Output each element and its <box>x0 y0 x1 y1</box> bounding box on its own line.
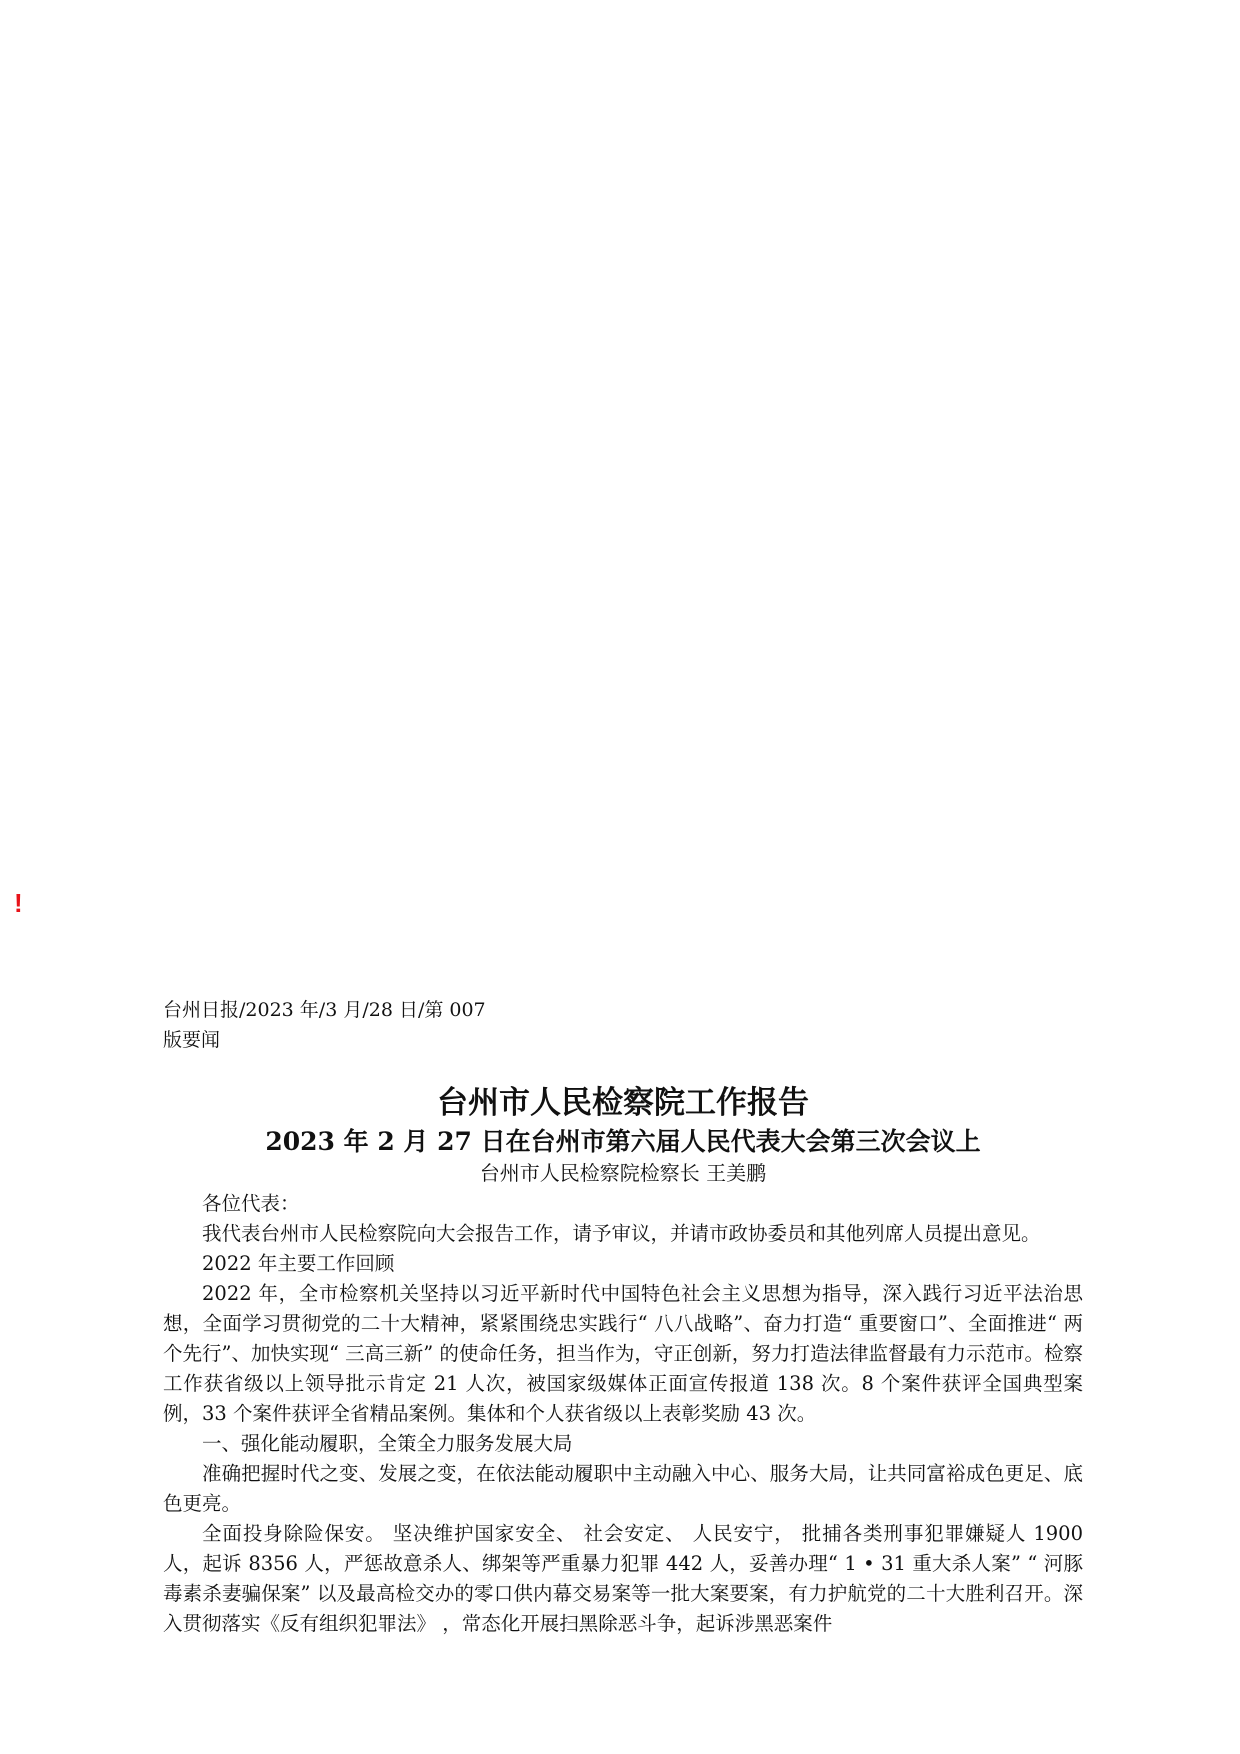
body-paragraph: 我代表台州市人民检察院向大会报告工作，请予审议，并请市政协委员和其他列席人员提出意见。 <box>202 1222 1041 1245</box>
report-author: 台州市人民检察院检察长 王美鹏 <box>479 1161 767 1185</box>
newspaper-source <box>163 995 1083 1055</box>
source-line-2: 版要闻 <box>163 1029 221 1051</box>
section-heading: 2022 年主要工作回顾 <box>202 1252 395 1275</box>
source-line-1: 台州日报/2023 年/3 月/28 日/第 007 <box>163 999 486 1021</box>
exclamation-mark: ! <box>14 888 23 918</box>
report-title: 台州市人民检察院工作报告 <box>437 1085 809 1121</box>
body-paragraph: 2022 年，全市检察机关坚持以习近平新时代中国特色社会主义思想为指导，深入践行习近平法治思想，全面学习贯彻党的二十大精神，紧紧围绕忠实践行“ 八八战略”、奋力打造“ 重要窗口”、全面推进“ 两个先行”、加快实现“ 三高三新” 的使命任务，担当作为，守正创新，努力打造法律监督最有力示范市。检察工作获省级以上领导批示肯定 21 人次，被国家级媒体正面宣传报道 138 次。8 个案件获评全国典型案例，33 个案件获评全省精品案例。集体和个人获省级以上表彰奖励 43 次。 <box>163 1282 1083 1425</box>
report-body <box>163 1189 1083 1639</box>
report-subtitle: 2023 年 2 月 27 日在台州市第六届人民代表大会第三次会议上 <box>265 1127 981 1156</box>
salutation: 各位代表： <box>202 1192 300 1215</box>
body-paragraph: 全面投身除险保安。 坚决维护国家安全、 社会安定、 人民安宁， 批捕各类刑事犯罪嫌疑人 1900 人，起诉 8356 人，严惩故意杀人、绑架等严重暴力犯罪 442 人，妥善办理“ 1 • 31 重大杀人案” “ 河豚毒素杀妻骗保案” 以及最高检交办的零口供内幕交易案等一批大案要案，有力护航党的二十大胜利召开。深入贯彻落实《反有组织犯罪法》 ，常态化开展扫黑除恶斗争，起诉涉黑恶案件 <box>163 1522 1083 1635</box>
section-heading: 一、强化能动履职，全策全力服务发展大局 <box>202 1432 573 1455</box>
body-paragraph: 准确把握时代之变、发展之变，在依法能动履职中主动融入中心、服务大局，让共同富裕成色更足、底色更亮。 <box>163 1462 1083 1515</box>
